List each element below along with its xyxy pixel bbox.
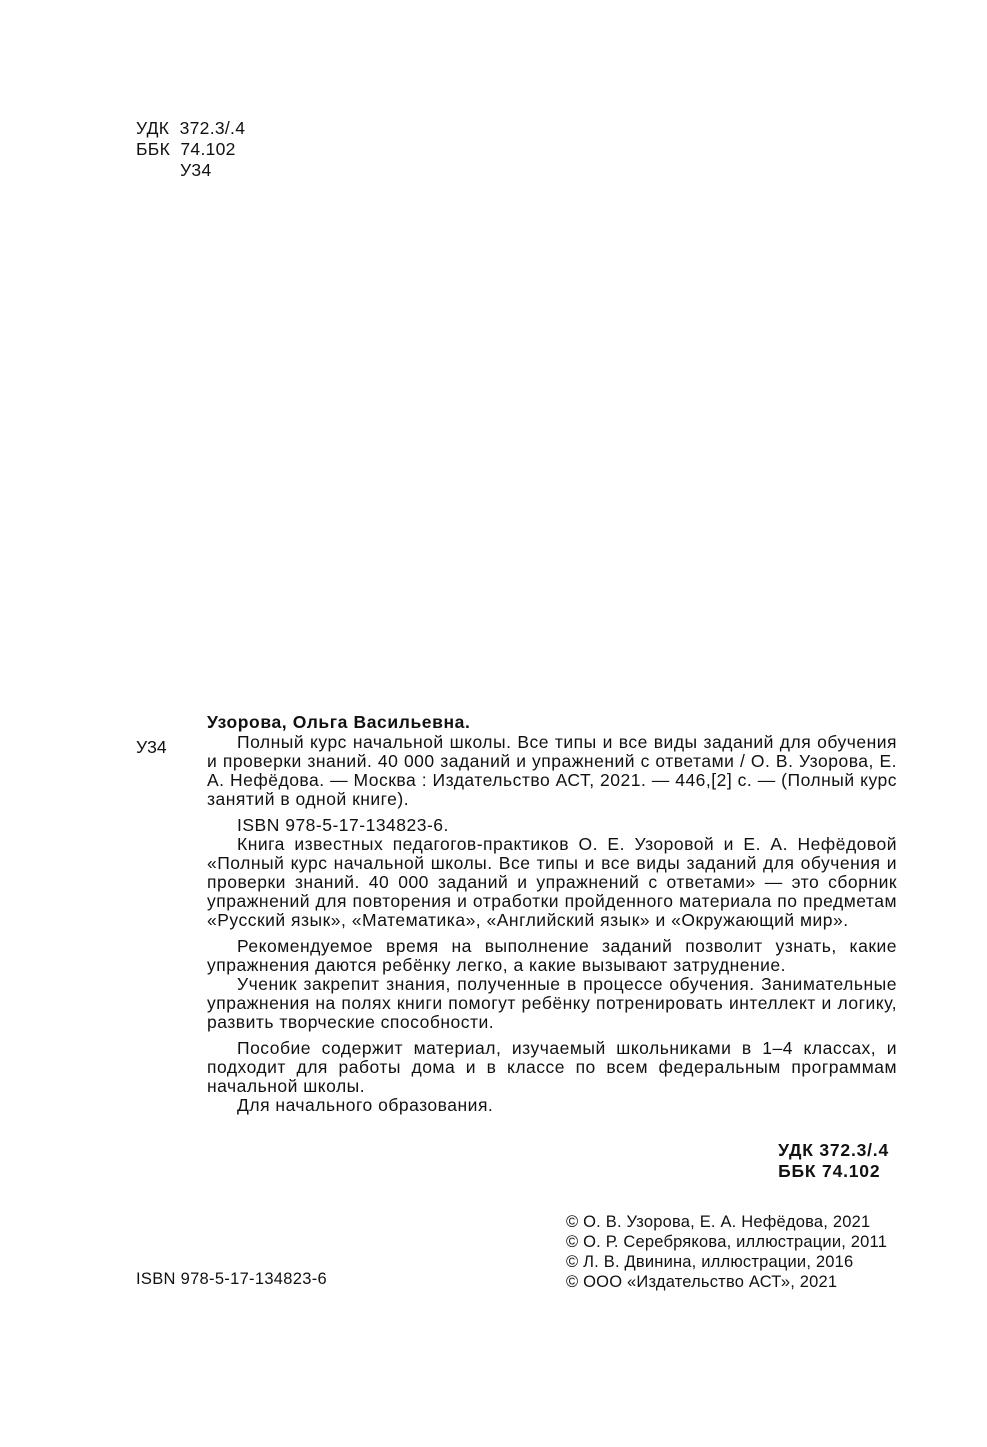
- copyright-line: © Л. В. Двинина, иллюстрации, 2016: [566, 1253, 854, 1271]
- side-author-sign: У34: [136, 737, 167, 757]
- classification-codes-bold: [778, 1140, 889, 1182]
- udk-code-bold: УДК 372.3/.4: [778, 1140, 889, 1160]
- author-sign: У34: [180, 160, 212, 180]
- copyright-line: © О. Р. Серебрякова, иллюстрации, 2011: [566, 1233, 888, 1251]
- copyright-block: [566, 1212, 887, 1292]
- bibliographic-entry: [207, 711, 897, 1115]
- copyright-line: © ООО «Издательство АСТ», 2021: [566, 1273, 838, 1291]
- annotation-paragraph: Ученик закрепит знания, полученные в процессе обучения. Занимательные упражнения на полях книги помогут ребёнку потренировать интеллект и логику, развить творческие способности.: [207, 974, 897, 1032]
- bbk-code: ББК 74.102: [136, 139, 236, 159]
- bibliographic-description: Полный курс начальной школы. Все типы и все виды заданий для обучения и проверки знаний. 40 000 заданий и упражнений с ответами / О. В. Узорова, Е. А. Нефёдова. — Москва : Издательство АСТ, 2021. — 446,[2] с. — (Полный курс занятий в одной книге).: [207, 732, 897, 809]
- annotation-paragraph: Для начального образования.: [237, 1095, 494, 1115]
- copyright-line: © О. В. Узорова, Е. А. Нефёдова, 2021: [566, 1213, 871, 1231]
- top-classification-block: [136, 118, 436, 181]
- udk-code: УДК 372.3/.4: [136, 118, 246, 138]
- entry-isbn: ISBN 978-5-17-134823-6.: [237, 815, 449, 835]
- bbk-code-bold: ББК 74.102: [778, 1161, 881, 1181]
- author-heading: Узорова, Ольга Васильевна.: [207, 712, 471, 732]
- annotation-paragraph: Рекомендуемое время на выполнение заданий позволит узнать, какие упражнения даются ребёнку легко, а какие вызывают затруднение.: [207, 936, 897, 975]
- annotation-paragraph: Пособие содержит материал, изучаемый школьниками в 1–4 классах, и подходит для работы дома и в классе по всем федеральным программам начальной школы.: [207, 1038, 897, 1096]
- isbn-footer: ISBN 978-5-17-134823-6: [136, 1270, 327, 1288]
- annotation-paragraph: Книга известных педагогов-практиков О. Е. Узоровой и Е. А. Нефёдовой «Полный курс начальной школы. Все типы и все виды заданий для обучения и проверки знаний. 40 000 заданий и упражнений с ответами» — это сборник упражнений для повторения и отработки пройденного материала по предметам «Русский язык», «Математика», «Английский язык» и «Окружающий мир».: [207, 834, 897, 930]
